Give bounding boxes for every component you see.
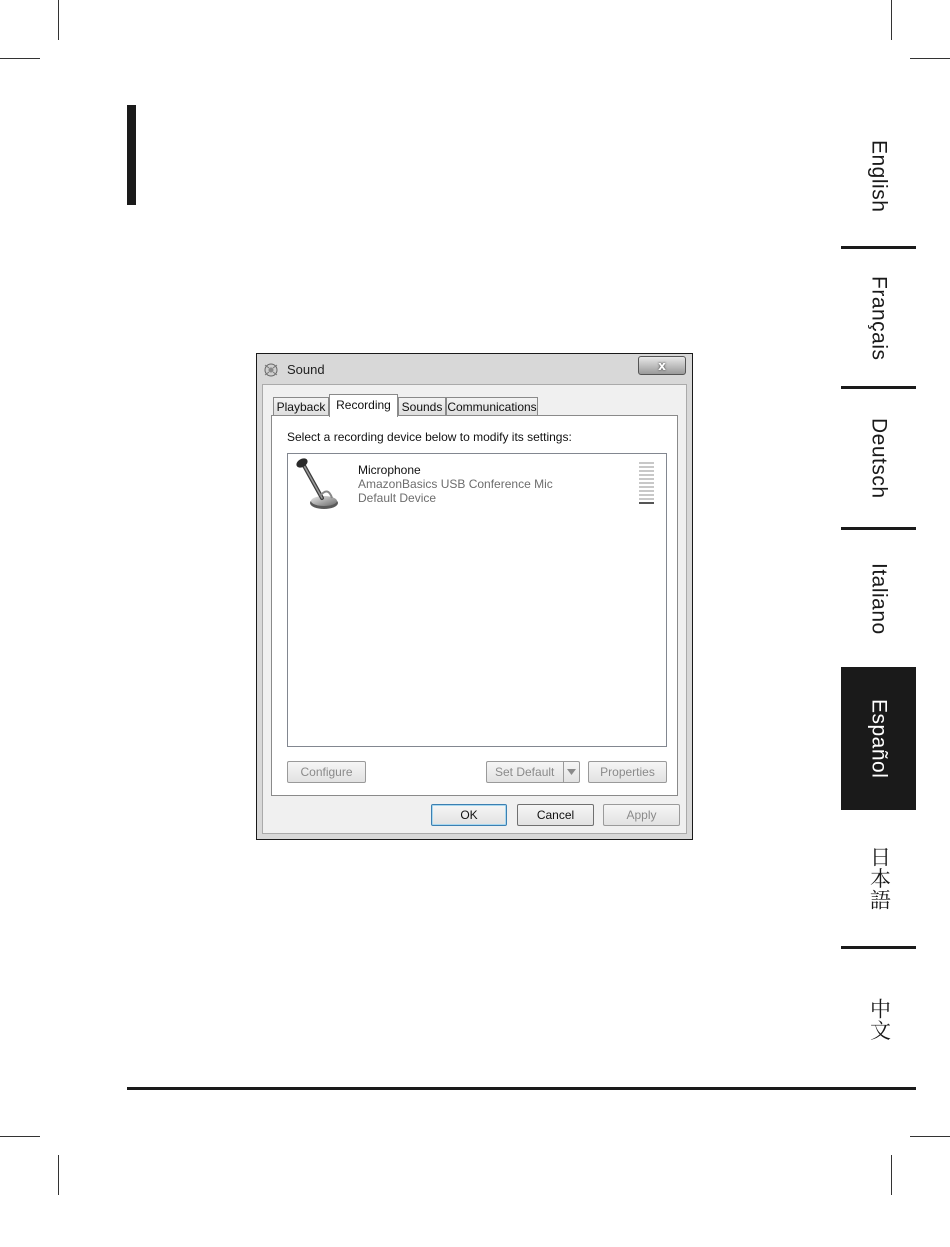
lang-tab-label: 日本語 xyxy=(867,846,891,911)
crop-mark xyxy=(891,1155,892,1195)
dialog-title: Sound xyxy=(287,362,325,377)
level-segment xyxy=(639,486,654,488)
lang-tab-label: Français xyxy=(867,275,891,361)
device-name: Microphone xyxy=(358,463,421,477)
level-segment xyxy=(639,498,654,500)
device-description: AmazonBasics USB Conference Mic xyxy=(358,477,553,491)
level-segment xyxy=(639,502,654,504)
recording-tab-panel xyxy=(271,415,678,796)
level-segment xyxy=(639,494,654,496)
dialog-titlebar[interactable] xyxy=(257,354,692,384)
microphone-icon xyxy=(292,456,348,514)
level-segment xyxy=(639,470,654,472)
lang-tab-label: English xyxy=(867,139,891,213)
tab-recording[interactable]: Recording xyxy=(329,394,398,417)
lang-tab-deutsch[interactable] xyxy=(841,389,916,527)
lang-tab-label: Italiano xyxy=(867,562,891,635)
lang-tab-italiano[interactable] xyxy=(841,530,916,667)
level-segment xyxy=(639,478,654,480)
device-list[interactable] xyxy=(287,453,667,747)
configure-button[interactable]: Configure xyxy=(287,761,366,783)
list-item[interactable] xyxy=(290,456,664,516)
sound-dialog xyxy=(256,353,693,840)
set-default-label: Set Default xyxy=(495,765,555,779)
crop-mark xyxy=(0,58,40,59)
lang-tab-espanol[interactable] xyxy=(841,667,916,810)
lang-tab-label: Español xyxy=(867,698,891,779)
level-segment xyxy=(639,474,654,476)
tab-playback[interactable]: Playback xyxy=(273,397,329,416)
apply-button[interactable]: Apply xyxy=(603,804,680,826)
lang-tab-chinese[interactable] xyxy=(841,949,916,1089)
lang-tab-label: Deutsch xyxy=(867,417,891,499)
level-segment xyxy=(639,466,654,468)
device-status: Default Device xyxy=(358,491,437,505)
dialog-client-area xyxy=(262,384,687,834)
instruction-text: Select a recording device below to modify its settings: xyxy=(287,430,572,444)
lang-tab-english[interactable] xyxy=(841,105,916,247)
crop-mark xyxy=(910,58,950,59)
crop-mark xyxy=(0,1136,40,1137)
properties-button[interactable]: Properties xyxy=(588,761,667,783)
speaker-icon xyxy=(263,362,279,378)
level-segment xyxy=(639,462,654,464)
level-segment xyxy=(639,490,654,492)
lang-tab-japanese[interactable] xyxy=(841,810,916,947)
cancel-button[interactable]: Cancel xyxy=(517,804,594,826)
crop-mark xyxy=(58,1155,59,1195)
level-meter xyxy=(639,462,654,504)
level-segment xyxy=(639,482,654,484)
footer-rule xyxy=(127,1087,916,1090)
crop-mark xyxy=(58,0,59,40)
crop-mark xyxy=(910,1136,950,1137)
lang-tab-label: 中文 xyxy=(867,997,891,1041)
close-button[interactable]: x xyxy=(638,356,686,375)
set-default-button[interactable] xyxy=(486,761,580,783)
tab-communications[interactable]: Communications xyxy=(446,397,538,416)
section-marker-bar xyxy=(127,105,136,205)
ok-button[interactable]: OK xyxy=(431,804,507,826)
crop-mark xyxy=(891,0,892,40)
lang-tab-francais[interactable] xyxy=(841,249,916,387)
set-default-dropdown[interactable] xyxy=(563,762,579,782)
tab-sounds[interactable]: Sounds xyxy=(398,397,446,416)
chevron-down-icon xyxy=(567,769,576,775)
